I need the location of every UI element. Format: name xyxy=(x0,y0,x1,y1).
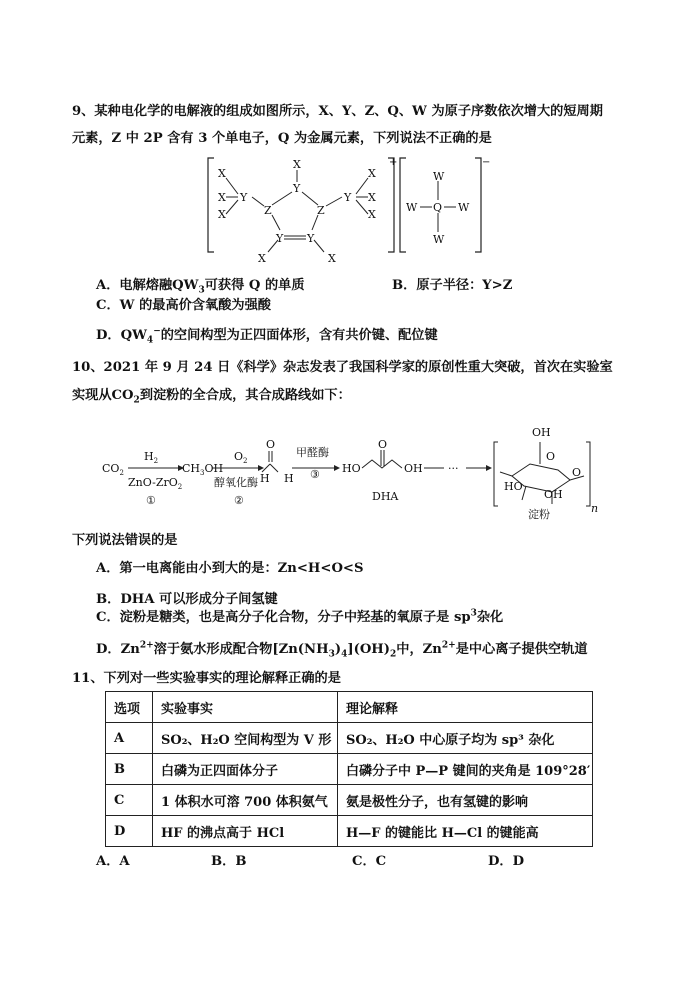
step-1: ① xyxy=(146,494,156,507)
q11-choice-c[interactable]: C．C xyxy=(352,854,387,869)
table-header-row xyxy=(106,692,593,723)
q11-choice-d[interactable]: D．D xyxy=(488,854,525,869)
atom-y: Y xyxy=(344,191,352,204)
table-row xyxy=(106,785,593,816)
atom-q: Q xyxy=(433,201,443,214)
q11-stem: 11、下列对一些实验事实的理论解释正确的是 xyxy=(72,671,341,686)
reagent-h2: $H_2$ xyxy=(144,450,159,465)
starch-bridge-o: O xyxy=(572,466,582,479)
q9-ionic-structure xyxy=(200,150,500,270)
q11-table xyxy=(105,691,593,847)
methanol: $CH_3OH$ xyxy=(182,462,224,477)
atom-x: X xyxy=(293,158,301,171)
q10-intro: 下列说法错误的是 xyxy=(72,533,178,548)
table-cell: 氨是极性分子，也有氢键的影响 xyxy=(338,785,593,816)
table-row xyxy=(106,816,593,847)
atom-y: Y xyxy=(276,232,284,245)
step-2: ② xyxy=(234,494,244,507)
enzyme-2: 甲醛酶 xyxy=(296,446,329,459)
formaldehyde-h: H xyxy=(260,472,270,485)
cation-charge: + xyxy=(389,157,398,168)
starch-n: n xyxy=(591,502,599,515)
q10-option-d[interactable]: D．$Zn^{2+}$溶于氨水形成配合物$[Zn(NH_3)_4](OH)_2$中，$Zn^{2+}$是中心离子提供空轨道 xyxy=(96,640,588,660)
table-cell: SO₂、H₂O 空间构型为 V 形 xyxy=(153,723,338,754)
dha-oh: OH xyxy=(404,462,423,475)
starch-ring-o: O xyxy=(546,450,556,463)
formaldehyde-h: H xyxy=(284,472,294,485)
table-header: 理论解释 xyxy=(338,692,593,723)
q10-option-b[interactable]: B．DHA 可以形成分子间氢键 xyxy=(96,592,278,607)
table-cell: A xyxy=(106,723,153,754)
q9-stem-line1: 9、某种电化学的电解液的组成如图所示，X、Y、Z、Q、W 为原子序数依次增大的短周期 xyxy=(72,104,603,119)
reagent-o2: $O_2$ xyxy=(234,450,248,465)
table-cell: 白磷分子中 P—P 键间的夹角是 109°28′ xyxy=(338,754,593,785)
starch-oh: OH xyxy=(544,488,563,501)
atom-y: Y xyxy=(293,182,301,195)
atom-y: Y xyxy=(240,191,248,204)
q10-synthesis-route xyxy=(100,420,600,525)
atom-y: Y xyxy=(307,232,315,245)
starch-oh: OH xyxy=(532,426,551,439)
table-header: 实验事实 xyxy=(153,692,338,723)
table-cell: 白磷为正四面体分子 xyxy=(153,754,338,785)
formaldehyde-o: O xyxy=(266,438,276,451)
atom-x: X xyxy=(368,191,376,204)
table-cell: B xyxy=(106,754,153,785)
table-row xyxy=(106,723,593,754)
table-row xyxy=(106,754,593,785)
dha-o: O xyxy=(378,438,388,451)
table-cell: HF 的沸点高于 HCl xyxy=(153,816,338,847)
q9-stem-line2: 元素，Z 中 2P 含有 3 个单电子，Q 为金属元素，下列说法不正确的是 xyxy=(72,131,492,146)
atom-z: Z xyxy=(317,204,325,217)
q9-option-d[interactable]: D．$QW_4^-$的空间构型为正四面体形，含有共价键、配位键 xyxy=(96,326,438,346)
atom-x: X xyxy=(218,191,226,204)
atom-z: Z xyxy=(264,204,272,217)
atom-x: X xyxy=(368,167,376,180)
q9-option-c[interactable]: C．W 的最高价含氧酸为强酸 xyxy=(96,298,271,313)
co2: $CO_2$ xyxy=(102,462,124,477)
starch-label: 淀粉 xyxy=(528,508,550,521)
step-3: ③ xyxy=(310,468,320,481)
ellipsis: ··· xyxy=(448,462,459,475)
atom-x: X xyxy=(368,208,376,221)
atom-x: X xyxy=(328,252,336,265)
starch-ho: HO xyxy=(504,480,523,493)
atom-w: W xyxy=(406,201,418,214)
dha-ho: HO xyxy=(342,462,361,475)
q10-stem-line1: 10、2021 年 9 月 24 日《科学》杂志发表了我国科学家的原创性重大突破，首次在实验室 xyxy=(72,360,613,375)
q11-choice-a[interactable]: A．A xyxy=(96,854,130,869)
atom-x: X xyxy=(218,208,226,221)
atom-x: X xyxy=(218,167,226,180)
table-cell: D xyxy=(106,816,153,847)
dha-label: DHA xyxy=(372,490,399,503)
table-cell: 1 体积水可溶 700 体积氨气 xyxy=(153,785,338,816)
table-cell: SO₂、H₂O 中心原子均为 sp³ 杂化 xyxy=(338,723,593,754)
enzyme-1: 醇氧化酶 xyxy=(214,476,258,489)
table-cell: C xyxy=(106,785,153,816)
atom-w: W xyxy=(433,170,445,183)
q9-option-b[interactable]: B．原子半径：Y>Z xyxy=(392,278,513,293)
atom-w: W xyxy=(433,233,445,246)
anion-charge: − xyxy=(482,157,491,168)
catalyst: ZnO-ZrO$_2$ xyxy=(128,476,183,491)
q10-option-a[interactable]: A．第一电离能由小到大的是：Zn<H<O<S xyxy=(96,561,364,576)
table-cell: H—F 的键能比 H—Cl 的键能高 xyxy=(338,816,593,847)
q11-choice-b[interactable]: B．B xyxy=(211,854,247,869)
atom-x: X xyxy=(258,252,266,265)
q9-option-a[interactable]: A．电解熔融$QW_3$可获得 Q 的单质 xyxy=(96,278,305,296)
q10-option-c[interactable]: C．淀粉是糖类，也是高分子化合物，分子中羟基的氧原子是 $sp^3$杂化 xyxy=(96,608,504,625)
atom-w: W xyxy=(458,201,470,214)
table-header: 选项 xyxy=(106,692,153,723)
q10-stem-line2: 实现从$CO_2$到淀粉的全合成，其合成路线如下： xyxy=(72,388,351,406)
